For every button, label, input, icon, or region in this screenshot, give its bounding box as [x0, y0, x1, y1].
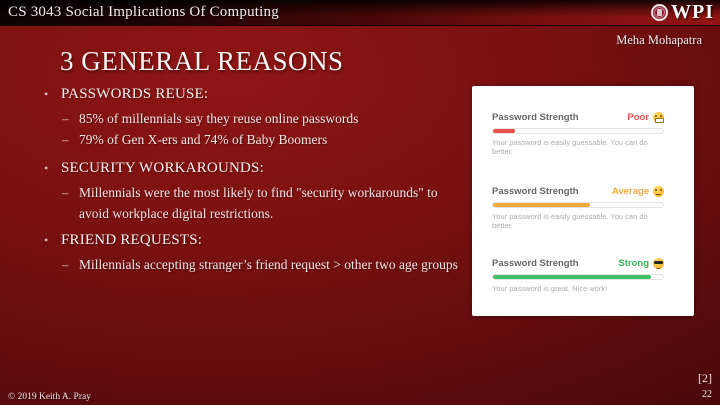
bullet-group-passwords-reuse	[40, 84, 458, 150]
strength-bar-fill	[493, 275, 651, 279]
password-strength-image	[472, 86, 694, 316]
bullet-dot-icon: •	[44, 233, 49, 247]
bullet-heading-text: PASSWORDS REUSE:	[61, 86, 209, 102]
sub-bullet	[62, 129, 458, 150]
strength-caption: Your password is easily guessable. You can do better.	[492, 212, 648, 230]
bullet-heading-text: SECURITY WORKAROUNDS:	[61, 160, 264, 176]
sub-bullet	[62, 108, 458, 129]
wpi-seal-icon	[651, 4, 668, 21]
rating-text: Average	[611, 186, 649, 197]
rating-text: Strong	[618, 258, 649, 269]
sub-bullet	[62, 182, 458, 224]
bullet-dot-icon: •	[44, 161, 49, 175]
strength-bar-track	[492, 274, 664, 280]
bullet-heading-text: FRIEND REQUESTS:	[61, 232, 203, 248]
sub-bullet-text: 85% of millennials say they reuse online passwords	[79, 111, 359, 126]
dash-bullet-icon: –	[62, 185, 69, 200]
password-strength-row-average	[492, 186, 664, 230]
row-header	[492, 112, 664, 123]
password-strength-row-poor	[492, 112, 664, 156]
sub-bullet-list	[62, 182, 458, 224]
row-header	[492, 186, 664, 197]
password-strength-label: Password Strength	[492, 258, 579, 269]
header-bar	[0, 0, 720, 26]
rating	[612, 186, 664, 197]
sub-bullet	[62, 254, 458, 275]
slide-title: 3 GENERAL REASONS	[60, 46, 344, 76]
strength-caption: Your password is great. Nice work!	[492, 284, 608, 293]
strength-bar-track	[492, 128, 664, 134]
rating-text: Poor	[627, 112, 649, 123]
dash-bullet-icon: –	[62, 132, 69, 147]
neutral-emoji-icon	[653, 186, 664, 197]
page-number: 22	[702, 389, 712, 400]
wpi-logo	[651, 1, 720, 24]
grimacing-emoji-icon	[653, 112, 664, 123]
sunglasses-emoji-icon	[653, 258, 664, 269]
bullet-group-friend-requests	[40, 230, 458, 275]
strength-bar-track	[492, 202, 664, 208]
strength-bar-fill	[493, 129, 515, 133]
copyright-text: © 2019 Keith A. Pray	[8, 392, 91, 402]
author-name: Meha Mohapatra	[616, 33, 702, 47]
rating	[618, 258, 664, 269]
course-title: CS 3043 Social Implications Of Computing	[8, 4, 279, 20]
sub-bullet-text: Millennials accepting stranger’s friend request > other two age groups	[79, 257, 458, 272]
dash-bullet-icon: –	[62, 111, 69, 126]
bullet-heading	[40, 230, 458, 250]
password-strength-row-strong	[492, 258, 664, 293]
row-header	[492, 258, 664, 269]
sub-bullet-list	[62, 108, 458, 150]
rating	[627, 112, 664, 123]
strength-bar-fill	[493, 203, 590, 207]
password-strength-label: Password Strength	[492, 186, 579, 197]
dash-bullet-icon: –	[62, 257, 69, 272]
sub-bullet-text: Millennials were the most likely to find "security workarounds" to avoid workplace digital restrictions.	[79, 185, 438, 221]
bullet-dot-icon: •	[44, 87, 49, 101]
bullet-heading	[40, 158, 458, 178]
bullet-group-security-workarounds	[40, 158, 458, 224]
strength-caption: Your password is easily guessable. You can do better.	[492, 138, 648, 156]
password-strength-label: Password Strength	[492, 112, 579, 123]
citation-reference: [2]	[698, 371, 712, 385]
sub-bullet-text: 79% of Gen X-ers and 74% of Baby Boomers	[79, 132, 328, 147]
bullet-heading	[40, 84, 458, 104]
wpi-logo-text: WPI	[671, 1, 714, 23]
sub-bullet-list	[62, 254, 458, 275]
